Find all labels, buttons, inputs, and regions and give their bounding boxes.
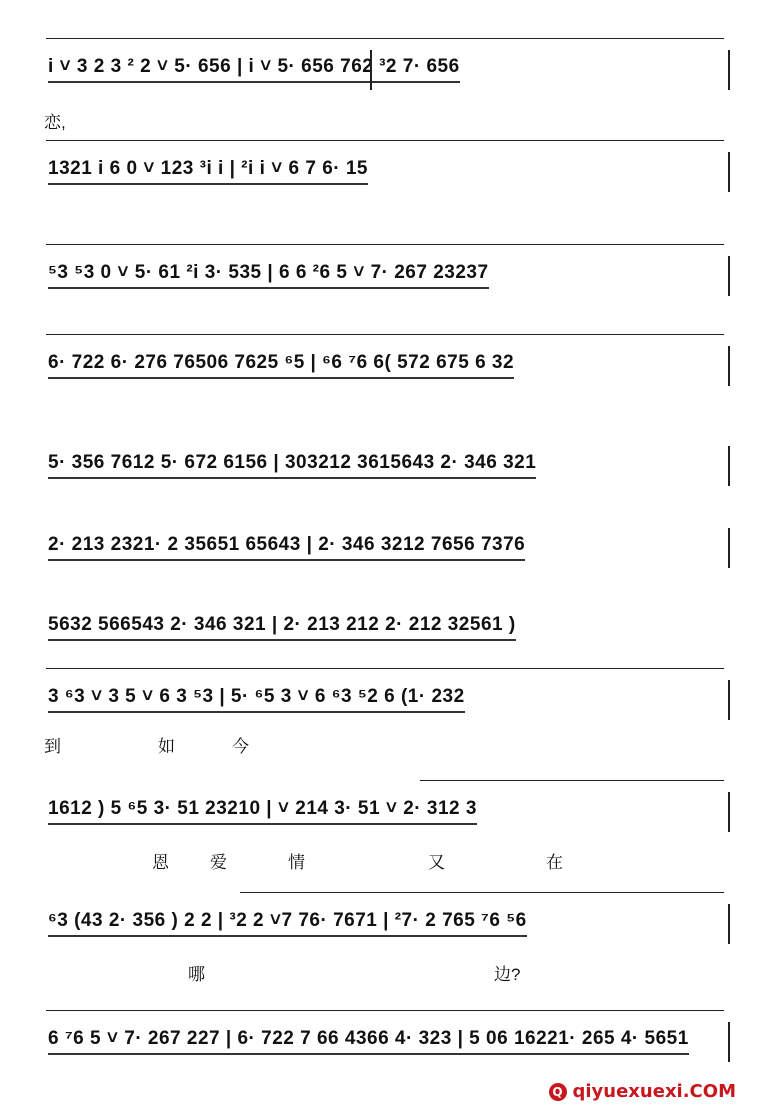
notation-line: 5· 356 7612 5· 672 6156 | 303212 3615643 2· 346 321 [48,452,536,479]
score-line-2 [40,140,730,220]
q-logo-icon: Q [549,1083,567,1101]
notation-line: 1321 i 6 0 ˅ 123 ³i i | ²i i ˅ 6 7 6· 15 [48,158,368,185]
lyric: 到 [44,737,61,756]
barline [370,50,372,90]
score-line-11 [40,1010,730,1090]
lyric: 边? [494,965,521,984]
notation-line: 2· 213 2321· 2 35651 65643 | 2· 346 3212 7656 7376 [48,534,525,561]
notation-line: 6· 722 6· 276 76506 7625 ⁶5 | ⁶6 ⁷6 6( 572 675 6 32 [48,352,514,379]
lyric: 在 [546,853,563,872]
phrase-line [46,1010,724,1011]
score-line-7 [40,596,730,676]
notation-line: 6 ⁷6 5 ˅ 7· 267 227 | 6· 722 7 66 4366 4· 323 | 5 06 16221· 265 4· 5651 [48,1028,689,1055]
notation-line: ⁵3 ⁵3 0 ˅ 5· 61 ²i 3· 535 | 6 6 ²6 5 ˅ 7· 267 23237 [48,262,489,289]
phrase-line [46,38,724,39]
barline [728,152,730,192]
phrase-line [46,244,724,245]
phrase-line [420,780,724,781]
barline [728,446,730,486]
barline [728,680,730,720]
barline [728,50,730,90]
score-line-10 [40,892,730,984]
watermark-text: qiyuexuexi.COM [572,1081,736,1102]
lyric: 今 [232,737,249,756]
lyric: 爱 [210,853,227,872]
barline [728,528,730,568]
score-line-4 [40,334,730,414]
barline [728,256,730,296]
score-line-6 [40,516,730,596]
score-line-1 [40,38,730,132]
score-line-5 [40,434,730,514]
phrase-line [46,334,724,335]
lyric: 又 [428,853,445,872]
score-line-9 [40,780,730,872]
barline [728,1022,730,1062]
lyric: 情 [288,853,305,872]
notation-line: 5632 566543 2· 346 321 | 2· 213 212 2· 212 32561 ) [48,614,516,641]
phrase-line [240,892,724,893]
lyric: 哪 [188,965,205,984]
site-watermark [549,1081,737,1102]
barline [728,346,730,386]
notation-line: 3 ⁶3 ˅ 3 5 ˅ 6 3 ⁵3 | 5· ⁶5 3 ˅ 6 ⁶3 ⁵2 6 (1· 232 [48,686,465,713]
lyric: 恋, [44,113,66,132]
phrase-line [46,140,724,141]
lyric: 如 [158,737,175,756]
phrase-line [46,668,724,669]
barline [728,904,730,944]
score-line-3 [40,244,730,324]
score-line-8 [40,668,730,756]
barline [728,792,730,832]
notation-line: ⁶3 (43 2· 356 ) 2 2 | ³2 2 ˅7 76· 7671 | ²7· 2 765 ⁷6 ⁵6 [48,910,527,937]
lyric: 恩 [152,853,169,872]
notation-line: 1612 ) 5 ⁶5 3· 51 23210 | ˅ 214 3· 51 ˅ 2· 312 3 [48,798,477,825]
notation-line: i ˅ 3 2 3 ² 2 ˅ 5· 656 | i ˅ 5· 656 762 ³2 7· 656 [48,56,460,83]
